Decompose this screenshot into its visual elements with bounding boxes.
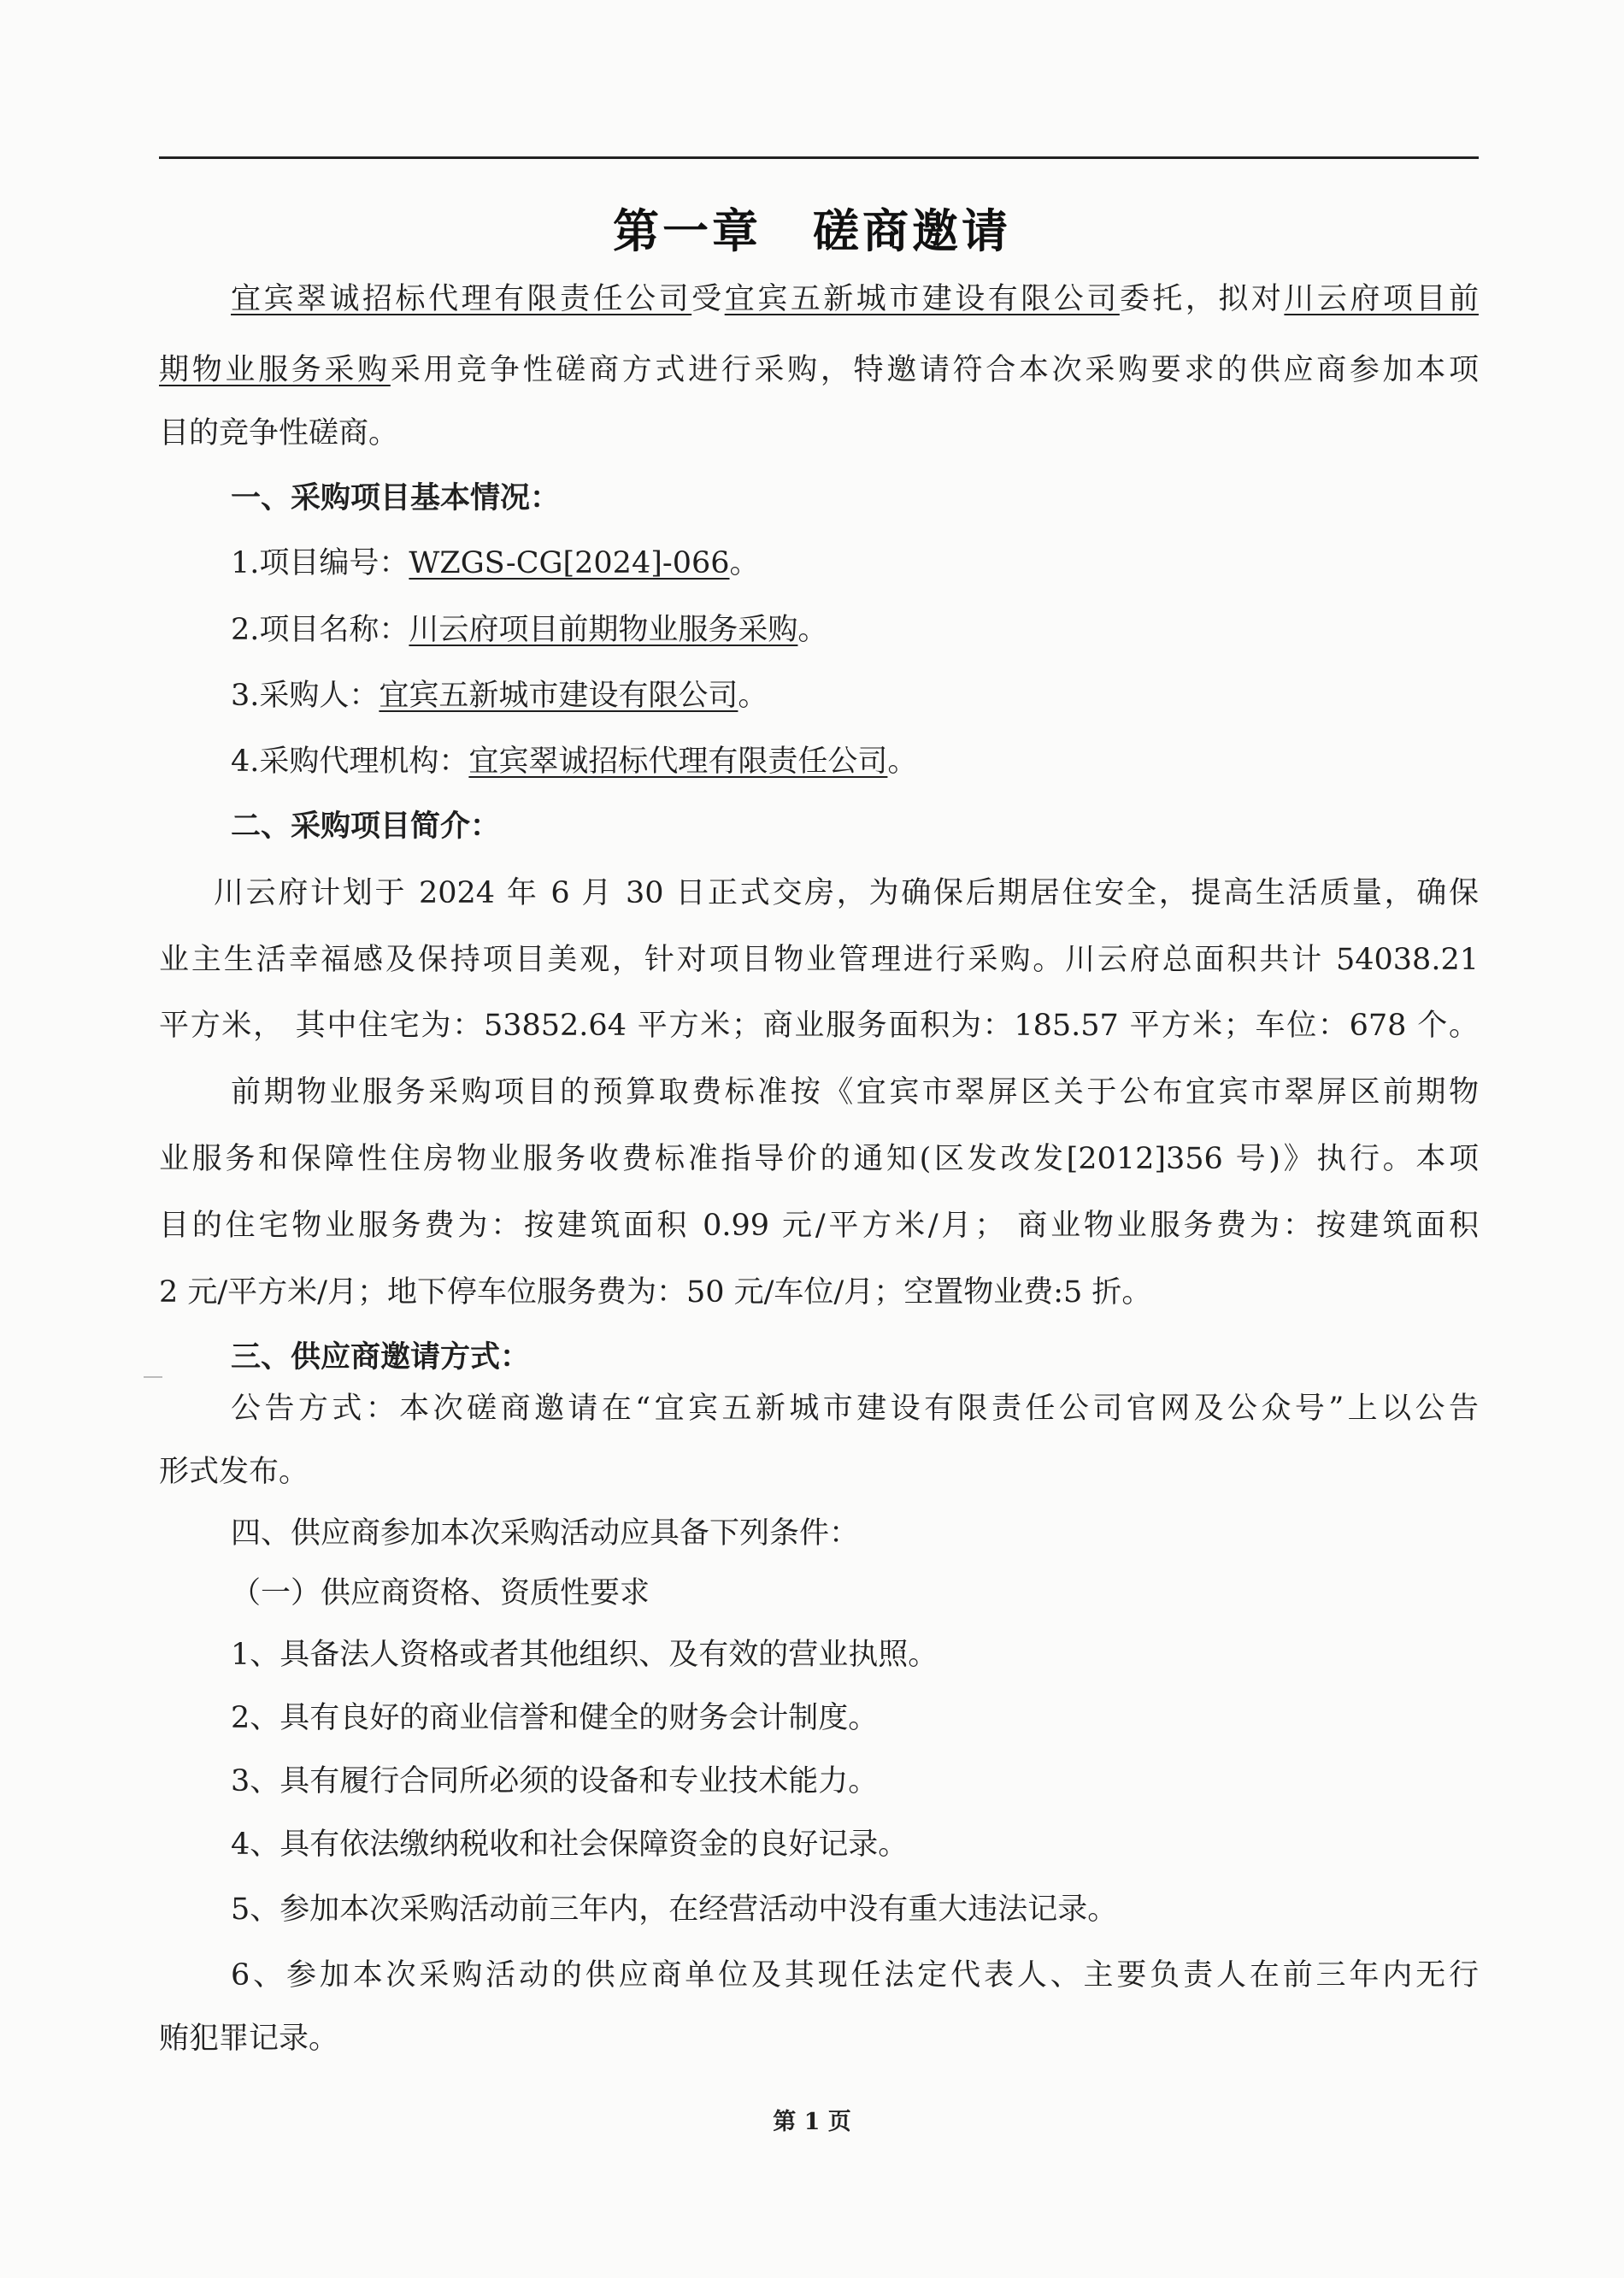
section2-p1-line-3: 平方米， 其中住宅为：53852.64 平方米；商业服务面积为：185.57 平方米；车位：678 个。	[159, 1009, 1479, 1043]
item-end: 。	[797, 613, 828, 647]
section2-heading: 二、采购项目简介：	[231, 809, 501, 844]
section4-item-3: 3、具有履行合同所必须的设备和专业技术能力。	[231, 1764, 879, 1798]
project-code: WZGS-CG[2024]-066	[409, 546, 730, 580]
section4-item-2: 2、具有良好的商业信誉和健全的财务会计制度。	[231, 1701, 879, 1735]
item-label: 3.采购人：	[231, 679, 380, 713]
item-label: 4.采购代理机构：	[231, 745, 469, 779]
page-number: 第 1 页	[773, 2109, 851, 2135]
section1-item-2	[231, 611, 827, 649]
section3-heading: 三、供应商邀请方式：	[231, 1340, 531, 1374]
section1-item-4	[231, 743, 917, 780]
intro-line-3: 目的竞争性磋商。	[159, 416, 399, 450]
section4-item-5: 5、参加本次采购活动前三年内，在经营活动中没有重大违法记录。	[231, 1892, 1118, 1927]
section4-item-1: 1、具备法人资格或者其他组织、及有效的营业执照。	[231, 1638, 939, 1672]
agent-name: 宜宾翠诚招标代理有限责任公司	[231, 282, 692, 316]
intro-text-3: 采用竞争性磋商方式进行采购，特邀请符合本次采购要求的供应商参加本项	[390, 353, 1479, 387]
section3-line-1: 公告方式：本次磋商邀请在“宜宾五新城市建设有限责任公司官网及公众号”上以公告	[231, 1392, 1479, 1426]
project-name-a: 川云府项目前	[1284, 282, 1479, 316]
section2-p2-line-4: 2 元/平方米/月；地下停车位服务费为：50 元/车位/月；空置物业费:5 折。	[159, 1275, 1152, 1310]
project-name-b: 期物业服务采购	[159, 353, 391, 387]
section2-p2-line-2: 业服务和保障性住房物业服务收费标准指导价的通知(区发改发[2012]356 号)》执行。本项	[159, 1142, 1479, 1176]
chapter-name: 磋商邀请	[813, 204, 1011, 258]
header-rule	[159, 156, 1479, 159]
item-end: 。	[887, 745, 918, 779]
section1-item-1	[231, 544, 760, 582]
section2-p1-line-1: 川云府计划于 2024 年 6 月 30 日正式交房，为确保后期居住安全，提高生活质量，确保	[214, 876, 1479, 910]
intro-line-2	[159, 351, 1479, 389]
section4-item-4: 4、具有依法缴纳税收和社会保障资金的良好记录。	[231, 1828, 909, 1862]
item-label: 1.项目编号：	[231, 546, 409, 580]
intro-text-2: 委托，拟对	[1119, 282, 1285, 316]
section1-heading: 一、采购项目基本情况：	[231, 481, 561, 515]
section4-heading: 四、供应商参加本次采购活动应具备下列条件：	[231, 1516, 860, 1551]
intro-text-1: 受	[691, 282, 725, 316]
scan-mark	[144, 1376, 162, 1378]
purchaser-value: 宜宾五新城市建设有限公司	[379, 679, 738, 713]
purchaser-name: 宜宾五新城市建设有限公司	[724, 282, 1120, 316]
project-name: 川云府项目前期物业服务采购	[409, 613, 798, 647]
chapter-number: 第一章	[613, 204, 762, 258]
item-end: 。	[729, 546, 760, 580]
section2-p2-line-1: 前期物业服务采购项目的预算取费标准按《宜宾市翠屏区关于公布宜宾市翠屏区前期物	[231, 1075, 1479, 1110]
agency-value: 宜宾翠诚招标代理有限责任公司	[468, 745, 888, 779]
chapter-title	[0, 195, 1624, 261]
section4-subheading: （一）供应商资格、资质性要求	[231, 1576, 650, 1610]
item-label: 2.项目名称：	[231, 613, 409, 647]
section2-p2-line-3: 目的住宅物业服务费为：按建筑面积 0.99 元/平方米/月； 商业物业服务费为：按建筑面积	[159, 1209, 1479, 1243]
section3-line-2: 形式发布。	[159, 1455, 309, 1489]
section4-item-6-cont: 贿犯罪记录。	[159, 2022, 339, 2056]
section1-item-3	[231, 677, 768, 715]
section2-p1-line-2: 业主生活幸福感及保持项目美观，针对项目物业管理进行采购。川云府总面积共计 54038.21	[159, 943, 1479, 977]
item-end: 。	[738, 679, 768, 713]
section4-item-6: 6、参加本次采购活动的供应商单位及其现任法定代表人、主要负责人在前三年内无行	[231, 1958, 1479, 1993]
intro-line-1	[231, 280, 1479, 318]
